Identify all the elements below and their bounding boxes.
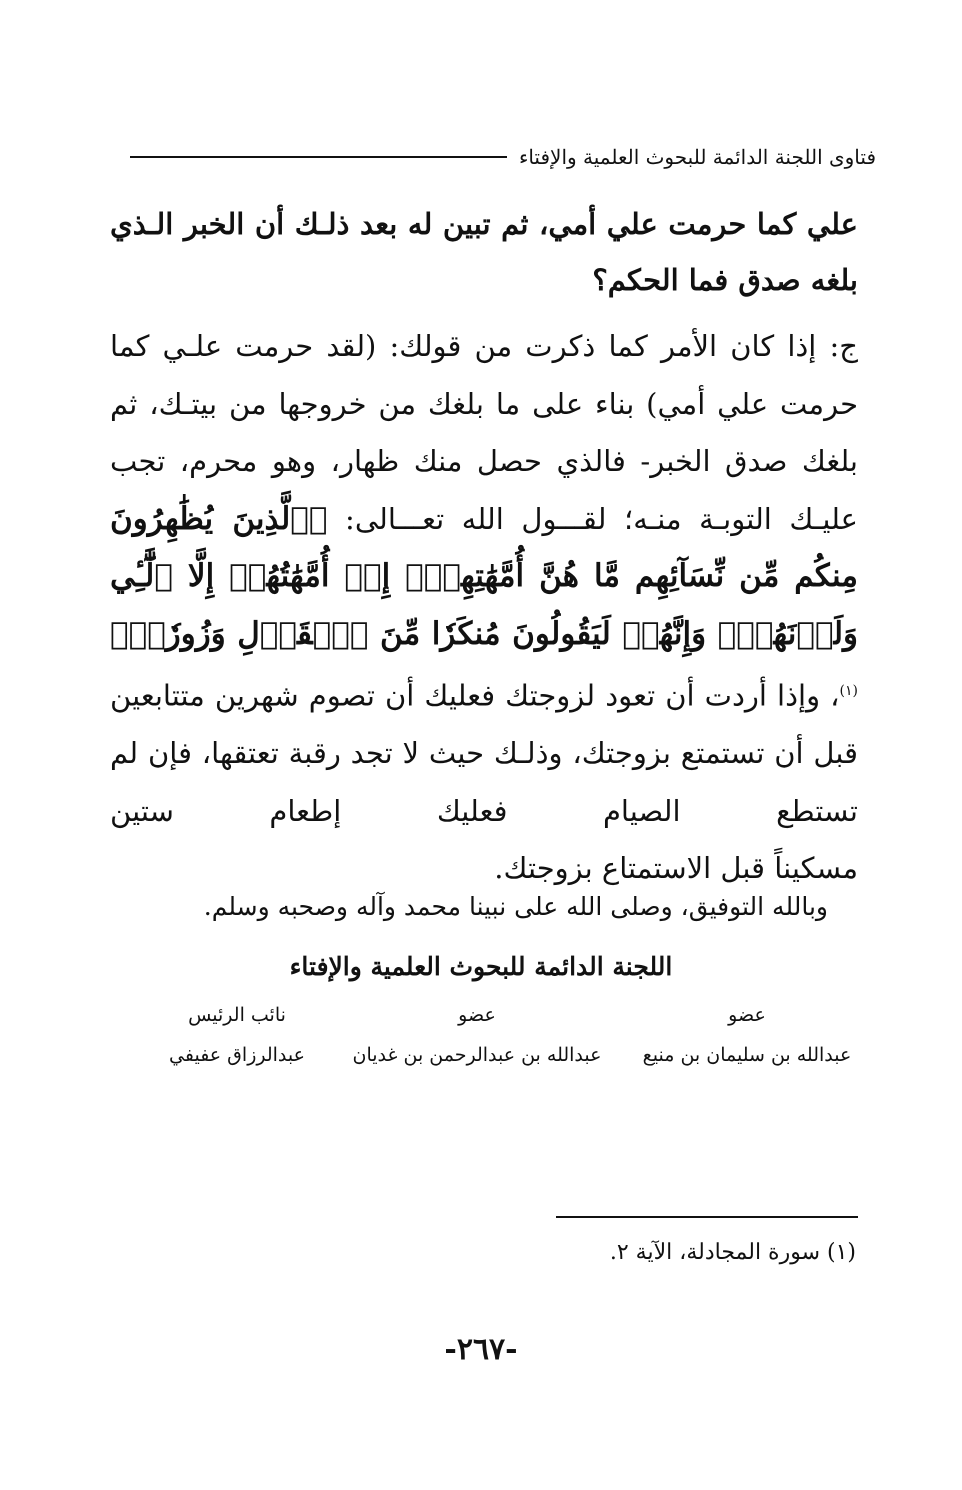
question-line-2: بلغه صدق فما الحكم؟ (592, 263, 858, 297)
deputy-role: نائب الرئيس (188, 1004, 286, 1026)
member-name: عبدالله بن عبدالرحمن بن غديان (352, 1044, 602, 1066)
deputy-name: عبدالرزاق عفيفي (169, 1044, 305, 1066)
footnote: (١) سورة المجادلة، الآية ٢. (609, 1240, 856, 1265)
closing-prayer: وبالله التوفيق، وصلى الله على نبينا محمد وآله وصحبه وسلم. (203, 892, 828, 921)
signatory-roles (162, 1004, 852, 1034)
member-name: عبدالله بن سليمان بن منيع (642, 1044, 852, 1066)
running-header (130, 140, 876, 174)
footnote-ref: (١) (839, 683, 858, 699)
answer-last-line: مسكيناً قبل الاستمتاع بزوجتك. (494, 851, 858, 886)
answer-part-2: ، وإذا أردت أن تعود لزوجتك فعليك أن تصوم شهرين متتابعين قبل أن تستمتع بزوجتك، وذلـك حيث لا تجد رقبة تعتقها، فإن لم تستطع الصيام فعليك إطعام ستين (110, 678, 858, 828)
footnote-rule (556, 1216, 858, 1218)
quran-verse: ﴿ٱلَّذِينَ يُظَٰهِرُونَ مِنكُم مِّن نِّسَآئِهِم مَّا هُنَّ أُمَّهَٰتِهِمۡۖ إِنۡ أُمَّهَٰتُهُمۡ إِلَّا ٱلَّٰٓـِٔي وَلَدۡنَهُمۡۚ وَإِنَّهُمۡ لَيَقُولُونَ مُنكَرٗا مِّنَ ٱلۡقَوۡلِ وَزُورٗاۚ﴾ (110, 500, 858, 652)
answer-part-1: ج: إذا كان الأمر كما ذكرت من قولك: (لقد حرمت علـي كما حرمت علي أمي) بناء على ما بلغك من خروجها من بيتـك، ثم بلغك صدق الخبر- فالذي حصل منك ظهار، وهو محرم، تجب عليـك التوبـة منـه؛ لقـــول الله تعـــالى: (110, 329, 858, 536)
signatory-names (162, 1044, 852, 1074)
member-role: عضو (728, 1004, 766, 1026)
question-text (110, 196, 858, 308)
running-title: فتاوى اللجنة الدائمة للبحوث العلمية والإفتاء (518, 145, 876, 169)
question-line-1: علي كما حرمت علي أمي، ثم تبين له بعد ذلـك أن الخبر الـذي (110, 207, 858, 241)
committee-name: اللجنة الدائمة للبحوث العلمية والإفتاء (289, 952, 673, 981)
page-number: -٢٦٧- (444, 1332, 518, 1367)
header-rule (130, 156, 507, 158)
answer-text (110, 318, 858, 898)
member-role: عضو (458, 1004, 496, 1026)
